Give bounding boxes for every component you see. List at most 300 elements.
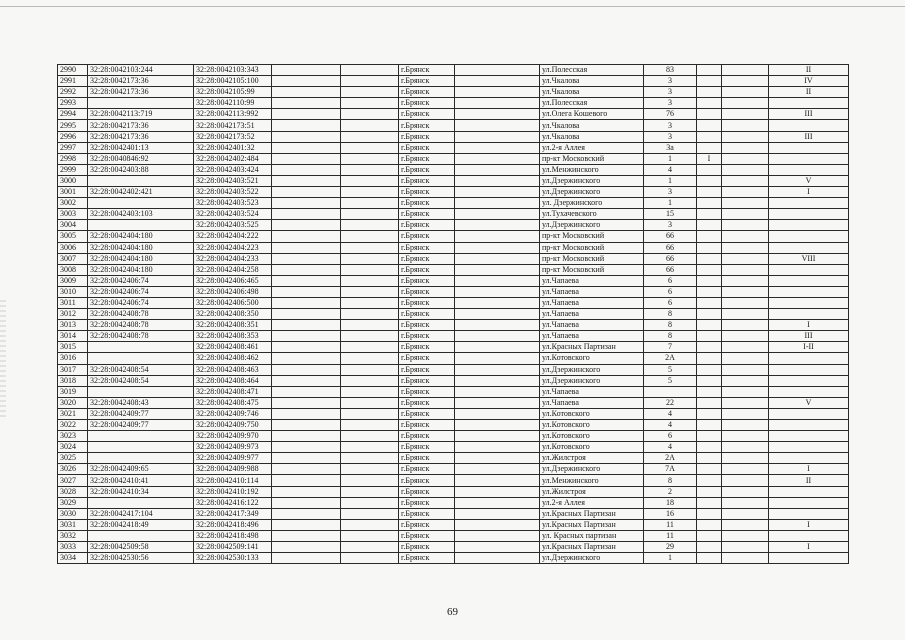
mark-cell bbox=[697, 76, 722, 87]
building-cadastral-number-cell: 32:28:0042409:977 bbox=[194, 453, 272, 464]
empty-cell bbox=[455, 453, 540, 464]
house-number-cell: 6 bbox=[644, 431, 697, 442]
mark-cell bbox=[697, 109, 722, 120]
city-cell: г.Брянск bbox=[399, 275, 455, 286]
empty-cell bbox=[272, 364, 341, 375]
row-number-cell: 3009 bbox=[58, 275, 88, 286]
table-row bbox=[58, 98, 849, 109]
cadastral-number-cell bbox=[88, 442, 194, 453]
table-row bbox=[58, 175, 849, 186]
empty-cell bbox=[722, 486, 769, 497]
empty-cell bbox=[272, 397, 341, 408]
cadastral-number-cell: 32:28:0042404:180 bbox=[88, 253, 194, 264]
zone-cell: III bbox=[769, 131, 849, 142]
empty-cell bbox=[722, 187, 769, 198]
cadastral-number-cell: 32:28:0042401:13 bbox=[88, 142, 194, 153]
cadastral-number-cell: 32:28:0042403:103 bbox=[88, 209, 194, 220]
empty-cell bbox=[341, 98, 399, 109]
row-number-cell: 3016 bbox=[58, 353, 88, 364]
empty-cell bbox=[341, 431, 399, 442]
cadastral-number-cell: 32:28:0042173:36 bbox=[88, 131, 194, 142]
zone-cell: V bbox=[769, 175, 849, 186]
row-number-cell: 3015 bbox=[58, 342, 88, 353]
empty-cell bbox=[272, 420, 341, 431]
empty-cell bbox=[272, 519, 341, 530]
zone-cell: I bbox=[769, 320, 849, 331]
house-number-cell: 3 bbox=[644, 98, 697, 109]
empty-cell bbox=[455, 153, 540, 164]
house-number-cell: 16 bbox=[644, 508, 697, 519]
city-cell: г.Брянск bbox=[399, 65, 455, 76]
cadastral-number-cell: 32:28:0042410:41 bbox=[88, 475, 194, 486]
empty-cell bbox=[272, 475, 341, 486]
empty-cell bbox=[722, 120, 769, 131]
building-cadastral-number-cell: 32:28:0042416:122 bbox=[194, 497, 272, 508]
row-number-cell: 3031 bbox=[58, 519, 88, 530]
house-number-cell: 22 bbox=[644, 397, 697, 408]
empty-cell bbox=[455, 275, 540, 286]
empty-cell bbox=[722, 364, 769, 375]
empty-cell bbox=[722, 153, 769, 164]
city-cell: г.Брянск bbox=[399, 253, 455, 264]
empty-cell bbox=[455, 375, 540, 386]
empty-cell bbox=[272, 153, 341, 164]
empty-cell bbox=[272, 187, 341, 198]
mark-cell bbox=[697, 198, 722, 209]
row-number-cell: 2991 bbox=[58, 76, 88, 87]
zone-cell bbox=[769, 530, 849, 541]
row-number-cell: 2997 bbox=[58, 142, 88, 153]
row-number-cell: 3012 bbox=[58, 309, 88, 320]
cadastral-number-cell: 32:28:0042417:104 bbox=[88, 508, 194, 519]
empty-cell bbox=[341, 87, 399, 98]
house-number-cell: 8 bbox=[644, 320, 697, 331]
mark-cell bbox=[697, 420, 722, 431]
empty-cell bbox=[722, 286, 769, 297]
empty-cell bbox=[722, 142, 769, 153]
page-number: 69 bbox=[447, 606, 458, 618]
empty-cell bbox=[272, 320, 341, 331]
mark-cell bbox=[697, 309, 722, 320]
street-cell: ул.Котовского bbox=[540, 431, 644, 442]
house-number-cell: 2 bbox=[644, 486, 697, 497]
empty-cell bbox=[341, 364, 399, 375]
empty-cell bbox=[455, 331, 540, 342]
zone-cell: I bbox=[769, 519, 849, 530]
row-number-cell: 3000 bbox=[58, 175, 88, 186]
row-number-cell: 3005 bbox=[58, 231, 88, 242]
empty-cell bbox=[455, 408, 540, 419]
zone-cell bbox=[769, 198, 849, 209]
house-number-cell: 3 bbox=[644, 76, 697, 87]
city-cell: г.Брянск bbox=[399, 109, 455, 120]
row-number-cell: 3003 bbox=[58, 209, 88, 220]
mark-cell bbox=[697, 375, 722, 386]
empty-cell bbox=[341, 109, 399, 120]
cadastral-number-cell: 32:28:0042408:54 bbox=[88, 375, 194, 386]
cadastral-number-cell: 32:28:0042406:74 bbox=[88, 275, 194, 286]
city-cell: г.Брянск bbox=[399, 408, 455, 419]
empty-cell bbox=[272, 109, 341, 120]
empty-cell bbox=[272, 253, 341, 264]
mark-cell bbox=[697, 530, 722, 541]
table-row bbox=[58, 475, 849, 486]
empty-cell bbox=[455, 175, 540, 186]
mark-cell bbox=[697, 275, 722, 286]
table-row bbox=[58, 408, 849, 419]
empty-cell bbox=[341, 131, 399, 142]
empty-cell bbox=[341, 497, 399, 508]
empty-cell bbox=[455, 286, 540, 297]
building-cadastral-number-cell: 32:28:0042113:992 bbox=[194, 109, 272, 120]
city-cell: г.Брянск bbox=[399, 464, 455, 475]
empty-cell bbox=[455, 542, 540, 553]
empty-cell bbox=[722, 497, 769, 508]
table-row bbox=[58, 331, 849, 342]
row-number-cell: 3024 bbox=[58, 442, 88, 453]
empty-cell bbox=[455, 242, 540, 253]
street-cell: пр-кт Московский bbox=[540, 231, 644, 242]
street-cell: ул.Чапаева bbox=[540, 331, 644, 342]
row-number-cell: 2995 bbox=[58, 120, 88, 131]
city-cell: г.Брянск bbox=[399, 153, 455, 164]
street-cell: ул.Красных Партизан bbox=[540, 508, 644, 519]
city-cell: г.Брянск bbox=[399, 309, 455, 320]
empty-cell bbox=[272, 209, 341, 220]
house-number-cell: 15 bbox=[644, 209, 697, 220]
empty-cell bbox=[272, 431, 341, 442]
empty-cell bbox=[272, 286, 341, 297]
empty-cell bbox=[341, 164, 399, 175]
city-cell: г.Брянск bbox=[399, 286, 455, 297]
cadastral-number-cell: 32:28:0042402:421 bbox=[88, 187, 194, 198]
empty-cell bbox=[341, 453, 399, 464]
table-row bbox=[58, 131, 849, 142]
building-cadastral-number-cell: 32:28:0042418:496 bbox=[194, 519, 272, 530]
city-cell: г.Брянск bbox=[399, 508, 455, 519]
city-cell: г.Брянск bbox=[399, 142, 455, 153]
mark-cell bbox=[697, 342, 722, 353]
city-cell: г.Брянск bbox=[399, 297, 455, 308]
city-cell: г.Брянск bbox=[399, 198, 455, 209]
zone-cell: II bbox=[769, 87, 849, 98]
empty-cell bbox=[341, 442, 399, 453]
building-cadastral-number-cell: 32:28:0042408:464 bbox=[194, 375, 272, 386]
cadastral-number-cell: 32:28:0042409:77 bbox=[88, 408, 194, 419]
zone-cell bbox=[769, 98, 849, 109]
mark-cell bbox=[697, 486, 722, 497]
building-cadastral-number-cell: 32:28:0042105:99 bbox=[194, 87, 272, 98]
street-cell: ул. Красных партизан bbox=[540, 530, 644, 541]
city-cell: г.Брянск bbox=[399, 375, 455, 386]
zone-cell bbox=[769, 431, 849, 442]
cadastral-number-cell bbox=[88, 175, 194, 186]
zone-cell: I bbox=[769, 187, 849, 198]
row-number-cell: 3006 bbox=[58, 242, 88, 253]
cadastral-number-cell: 32:28:0042418:49 bbox=[88, 519, 194, 530]
empty-cell bbox=[341, 342, 399, 353]
table-row bbox=[58, 120, 849, 131]
row-number-cell: 3014 bbox=[58, 331, 88, 342]
city-cell: г.Брянск bbox=[399, 519, 455, 530]
building-cadastral-number-cell: 32:28:0042403:521 bbox=[194, 175, 272, 186]
empty-cell bbox=[272, 164, 341, 175]
cadastral-number-cell: 32:28:0042408:78 bbox=[88, 320, 194, 331]
empty-cell bbox=[272, 542, 341, 553]
table-row bbox=[58, 87, 849, 98]
empty-cell bbox=[722, 519, 769, 530]
empty-cell bbox=[455, 65, 540, 76]
table-row bbox=[58, 142, 849, 153]
zone-cell bbox=[769, 220, 849, 231]
table-row bbox=[58, 375, 849, 386]
empty-cell bbox=[722, 98, 769, 109]
mark-cell bbox=[697, 131, 722, 142]
cadastral-number-cell: 32:28:0042173:36 bbox=[88, 76, 194, 87]
row-number-cell: 3023 bbox=[58, 431, 88, 442]
empty-cell bbox=[341, 486, 399, 497]
city-cell: г.Брянск bbox=[399, 187, 455, 198]
empty-cell bbox=[455, 464, 540, 475]
mark-cell bbox=[697, 264, 722, 275]
row-number-cell: 3033 bbox=[58, 542, 88, 553]
table-row bbox=[58, 198, 849, 209]
empty-cell bbox=[722, 209, 769, 220]
mark-cell bbox=[697, 442, 722, 453]
empty-cell bbox=[455, 530, 540, 541]
empty-cell bbox=[722, 297, 769, 308]
zone-cell: IV bbox=[769, 76, 849, 87]
zone-cell bbox=[769, 286, 849, 297]
street-cell: ул.Дзержинского bbox=[540, 187, 644, 198]
empty-cell bbox=[341, 242, 399, 253]
cadastral-number-cell bbox=[88, 198, 194, 209]
city-cell: г.Брянск bbox=[399, 164, 455, 175]
city-cell: г.Брянск bbox=[399, 264, 455, 275]
empty-cell bbox=[455, 497, 540, 508]
table-row bbox=[58, 153, 849, 164]
row-number-cell: 3020 bbox=[58, 397, 88, 408]
street-cell: ул.Тухачевского bbox=[540, 209, 644, 220]
street-cell: пр-кт Московский bbox=[540, 153, 644, 164]
table-body bbox=[58, 65, 849, 564]
mark-cell bbox=[697, 120, 722, 131]
empty-cell bbox=[455, 353, 540, 364]
city-cell: г.Брянск bbox=[399, 397, 455, 408]
city-cell: г.Брянск bbox=[399, 486, 455, 497]
mark-cell bbox=[697, 320, 722, 331]
table-row bbox=[58, 530, 849, 541]
empty-cell bbox=[455, 231, 540, 242]
empty-cell bbox=[722, 508, 769, 519]
building-cadastral-number-cell: 32:28:0042404:222 bbox=[194, 231, 272, 242]
mark-cell: I bbox=[697, 153, 722, 164]
table-row bbox=[58, 65, 849, 76]
building-cadastral-number-cell: 32:28:0042409:973 bbox=[194, 442, 272, 453]
street-cell: ул.Чапаева bbox=[540, 286, 644, 297]
row-number-cell: 2998 bbox=[58, 153, 88, 164]
row-number-cell: 3017 bbox=[58, 364, 88, 375]
house-number-cell: 6 bbox=[644, 286, 697, 297]
empty-cell bbox=[455, 209, 540, 220]
zone-cell: V bbox=[769, 397, 849, 408]
empty-cell bbox=[722, 375, 769, 386]
cadastral-number-cell: 32:28:0042408:43 bbox=[88, 397, 194, 408]
zone-cell bbox=[769, 242, 849, 253]
mark-cell bbox=[697, 175, 722, 186]
street-cell: ул.Чкалова bbox=[540, 120, 644, 131]
empty-cell bbox=[272, 553, 341, 564]
city-cell: г.Брянск bbox=[399, 386, 455, 397]
empty-cell bbox=[272, 131, 341, 142]
table-row bbox=[58, 242, 849, 253]
empty-cell bbox=[272, 275, 341, 286]
city-cell: г.Брянск bbox=[399, 131, 455, 142]
house-number-cell: 4 bbox=[644, 408, 697, 419]
empty-cell bbox=[341, 65, 399, 76]
empty-cell bbox=[341, 198, 399, 209]
table-row bbox=[58, 486, 849, 497]
mark-cell bbox=[697, 331, 722, 342]
empty-cell bbox=[722, 253, 769, 264]
empty-cell bbox=[341, 475, 399, 486]
empty-cell bbox=[341, 220, 399, 231]
street-cell: ул.Чапаева bbox=[540, 320, 644, 331]
house-number-cell: 4 bbox=[644, 164, 697, 175]
mark-cell bbox=[697, 286, 722, 297]
empty-cell bbox=[341, 553, 399, 564]
house-number-cell: 29 bbox=[644, 542, 697, 553]
city-cell: г.Брянск bbox=[399, 431, 455, 442]
empty-cell bbox=[341, 297, 399, 308]
table-row bbox=[58, 519, 849, 530]
city-cell: г.Брянск bbox=[399, 209, 455, 220]
empty-cell bbox=[341, 187, 399, 198]
house-number-cell: 8 bbox=[644, 309, 697, 320]
empty-cell bbox=[272, 309, 341, 320]
empty-cell bbox=[455, 431, 540, 442]
street-cell: ул.Котовского bbox=[540, 353, 644, 364]
building-cadastral-number-cell: 32:28:0042408:350 bbox=[194, 309, 272, 320]
house-number-cell: 5 bbox=[644, 364, 697, 375]
house-number-cell: 6 bbox=[644, 275, 697, 286]
building-cadastral-number-cell: 32:28:0042403:522 bbox=[194, 187, 272, 198]
row-number-cell: 2999 bbox=[58, 164, 88, 175]
empty-cell bbox=[722, 464, 769, 475]
empty-cell bbox=[722, 131, 769, 142]
mark-cell bbox=[697, 209, 722, 220]
row-number-cell: 2992 bbox=[58, 87, 88, 98]
empty-cell bbox=[455, 264, 540, 275]
street-cell: ул.Котовского bbox=[540, 420, 644, 431]
mark-cell bbox=[697, 220, 722, 231]
city-cell: г.Брянск bbox=[399, 242, 455, 253]
empty-cell bbox=[722, 264, 769, 275]
zone-cell bbox=[769, 353, 849, 364]
building-cadastral-number-cell: 32:28:0042173:51 bbox=[194, 120, 272, 131]
empty-cell bbox=[722, 109, 769, 120]
empty-cell bbox=[722, 76, 769, 87]
street-cell: ул.Олега Кошевого bbox=[540, 109, 644, 120]
empty-cell bbox=[722, 475, 769, 486]
street-cell: ул.Чапаева bbox=[540, 397, 644, 408]
empty-cell bbox=[455, 98, 540, 109]
zone-cell bbox=[769, 120, 849, 131]
empty-cell bbox=[272, 242, 341, 253]
building-cadastral-number-cell: 32:28:0042410:192 bbox=[194, 486, 272, 497]
empty-cell bbox=[341, 253, 399, 264]
empty-cell bbox=[272, 375, 341, 386]
mark-cell bbox=[697, 397, 722, 408]
zone-cell bbox=[769, 508, 849, 519]
building-cadastral-number-cell: 32:28:0042105:100 bbox=[194, 76, 272, 87]
row-number-cell: 2994 bbox=[58, 109, 88, 120]
empty-cell bbox=[341, 508, 399, 519]
house-number-cell: 3 bbox=[644, 220, 697, 231]
row-number-cell: 3004 bbox=[58, 220, 88, 231]
row-number-cell: 3032 bbox=[58, 530, 88, 541]
cadastral-number-cell bbox=[88, 353, 194, 364]
mark-cell bbox=[697, 98, 722, 109]
table-row bbox=[58, 508, 849, 519]
empty-cell bbox=[455, 109, 540, 120]
zone-cell bbox=[769, 142, 849, 153]
building-cadastral-number-cell: 32:28:0042408:471 bbox=[194, 386, 272, 397]
cadastral-number-cell: 32:28:0042509:58 bbox=[88, 542, 194, 553]
empty-cell bbox=[272, 175, 341, 186]
house-number-cell: 3 bbox=[644, 131, 697, 142]
house-number-cell: 66 bbox=[644, 242, 697, 253]
city-cell: г.Брянск bbox=[399, 220, 455, 231]
row-number-cell: 3018 bbox=[58, 375, 88, 386]
building-cadastral-number-cell: 32:28:0042403:523 bbox=[194, 198, 272, 209]
zone-cell bbox=[769, 408, 849, 419]
table-row bbox=[58, 453, 849, 464]
street-cell: ул.Красных Партизан bbox=[540, 542, 644, 553]
empty-cell bbox=[722, 87, 769, 98]
mark-cell bbox=[697, 542, 722, 553]
cadastral-number-cell: 32:28:0042406:74 bbox=[88, 297, 194, 308]
street-cell: ул.Менжинского bbox=[540, 164, 644, 175]
table-row bbox=[58, 420, 849, 431]
table-row bbox=[58, 231, 849, 242]
zone-cell bbox=[769, 486, 849, 497]
row-number-cell: 3011 bbox=[58, 297, 88, 308]
building-cadastral-number-cell: 32:28:0042402:484 bbox=[194, 153, 272, 164]
building-cadastral-number-cell: 32:28:0042408:475 bbox=[194, 397, 272, 408]
table-row bbox=[58, 187, 849, 198]
empty-cell bbox=[455, 508, 540, 519]
building-cadastral-number-cell: 32:28:0042417:349 bbox=[194, 508, 272, 519]
zone-cell: I bbox=[769, 542, 849, 553]
cadastral-number-cell: 32:28:0042404:180 bbox=[88, 231, 194, 242]
street-cell: ул.Котовского bbox=[540, 442, 644, 453]
mark-cell bbox=[697, 475, 722, 486]
empty-cell bbox=[272, 198, 341, 209]
table-row bbox=[58, 553, 849, 564]
building-cadastral-number-cell: 32:28:0042401:32 bbox=[194, 142, 272, 153]
table-row bbox=[58, 109, 849, 120]
table-row bbox=[58, 442, 849, 453]
house-number-cell: 2А bbox=[644, 353, 697, 364]
city-cell: г.Брянск bbox=[399, 353, 455, 364]
cadastral-number-cell: 32:28:0042409:77 bbox=[88, 420, 194, 431]
row-number-cell: 3022 bbox=[58, 420, 88, 431]
row-number-cell: 3002 bbox=[58, 198, 88, 209]
empty-cell bbox=[455, 475, 540, 486]
cadastral-number-cell: 32:28:0042410:34 bbox=[88, 486, 194, 497]
house-number-cell: 2А bbox=[644, 453, 697, 464]
